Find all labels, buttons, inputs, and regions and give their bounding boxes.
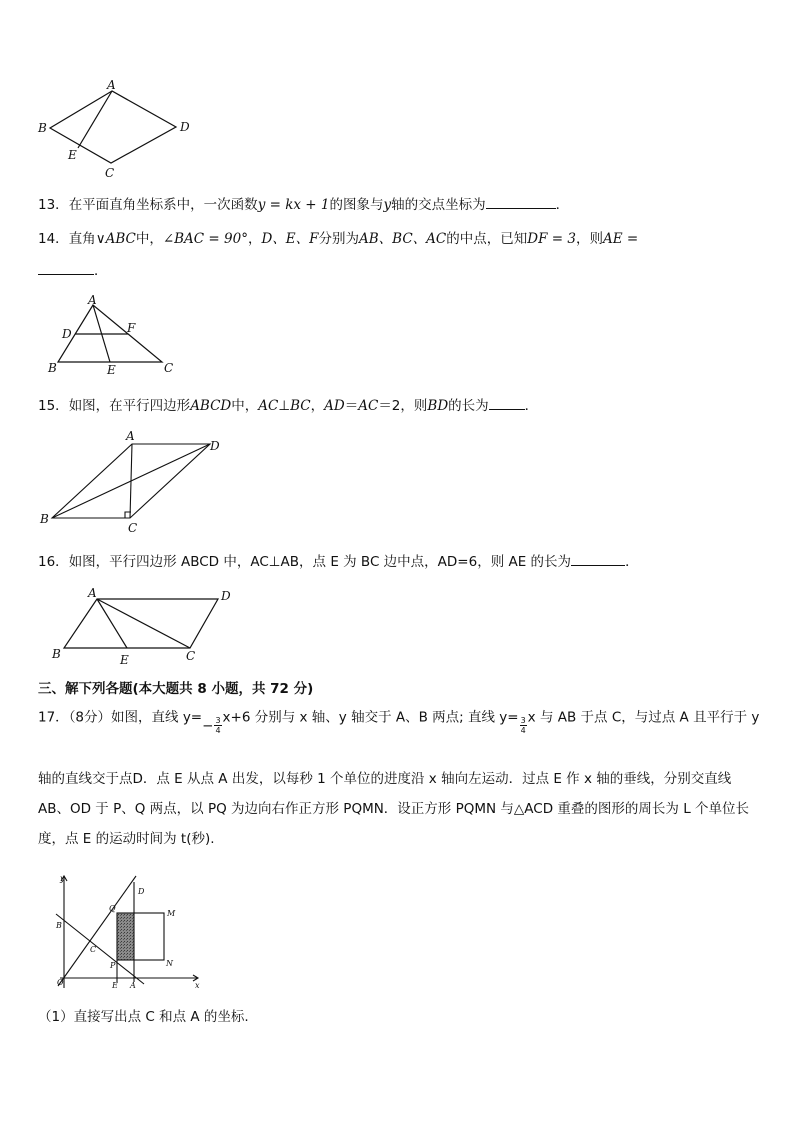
point-label-a: A xyxy=(107,78,116,92)
parallelogram-abcd xyxy=(64,599,218,648)
fraction-numerator: 3 xyxy=(520,716,526,725)
point-label-p: P xyxy=(110,961,116,970)
question-13 xyxy=(38,194,569,214)
question-text: 直角 xyxy=(68,231,96,247)
math-term: AE = xyxy=(602,231,639,247)
question-text: x+6 分别与 x 轴、y 轴交于 A、B 两点; 直线 y= xyxy=(222,709,519,726)
answer-blank xyxy=(38,260,94,275)
math-term: AC xyxy=(258,398,279,414)
point-label-e: E xyxy=(120,653,129,667)
point-label-n: N xyxy=(166,959,173,968)
question-text: 如图，平行四边形 ABCD 中，AC⊥AB，点 E 为 BC 边中点，AD=6，则 AE 的长为 xyxy=(68,554,572,570)
segment-ae xyxy=(78,91,112,148)
figure-rhombus xyxy=(30,75,200,183)
question-number: 17． xyxy=(38,709,69,726)
point-label-b: B xyxy=(52,647,61,661)
period: ． xyxy=(524,398,539,414)
point-label-c: C xyxy=(105,166,115,180)
question-number: 15． xyxy=(38,398,69,414)
question-text: ，则 xyxy=(575,231,603,247)
period: ． xyxy=(94,263,108,279)
math-term: BD xyxy=(427,398,449,414)
point-label-d: D xyxy=(221,589,231,603)
question-text: 轴的交点坐标为 xyxy=(391,197,486,213)
axis-label-x: x xyxy=(195,981,200,990)
question-text: 的中点，已知 xyxy=(446,231,528,247)
axis-label-y: y xyxy=(60,874,65,883)
question-text: 的长为 xyxy=(448,398,489,414)
point-label-o: O xyxy=(57,978,64,987)
question-16 xyxy=(38,551,639,571)
figure-triangle-midpoints xyxy=(40,294,190,376)
question-number: 14． xyxy=(38,231,69,247)
answer-blank xyxy=(489,395,525,410)
question-17-line1 xyxy=(38,708,760,735)
formula: y = kx + 1 xyxy=(257,197,330,213)
point-label-b: B xyxy=(56,921,62,930)
question-text: 中， xyxy=(135,231,163,247)
fraction-denominator: 4 xyxy=(215,726,221,735)
point-label-f: F xyxy=(127,321,136,335)
math-term: BC xyxy=(290,398,311,414)
point-label-c: C xyxy=(164,361,174,375)
question-17-sub1: （1）直接写出点 C 和点 A 的坐标. xyxy=(38,1009,249,1025)
math-symbol: ＝ xyxy=(344,398,359,414)
point-label-a: A xyxy=(88,294,97,307)
question-number: 16． xyxy=(38,554,69,570)
point-label-c: C xyxy=(90,945,97,954)
point-label-d: D xyxy=(138,887,145,896)
question-text: 中， xyxy=(231,398,259,414)
question-17-line2: 轴的直线交于点D．点 E 从点 A 出发，以每秒 1 个单位的进度沿 x 轴向左运动．过点 E 作 x 轴的垂线，分别交直线 xyxy=(38,771,732,787)
question-text: 如图，在平行四边形 xyxy=(68,398,191,414)
math-term: ∨ABC xyxy=(95,231,136,247)
math-term: ∠BAC = 90° xyxy=(162,231,248,247)
section-heading: 三、解下列各题(本大题共 8 小题，共 72 分) xyxy=(38,681,314,697)
math-term: ABCD xyxy=(190,398,232,414)
point-label-c: C xyxy=(186,649,196,663)
question-text: 的图象与 xyxy=(329,197,384,213)
question-17-line4: 度，点 E 的运动时间为 t(秒). xyxy=(38,831,215,847)
minus-sign: − xyxy=(202,717,214,734)
fraction xyxy=(214,716,221,735)
question-text: （8分）如图，直线 y= xyxy=(68,709,203,726)
question-text: 分别为 xyxy=(318,231,360,247)
question-15 xyxy=(38,395,538,415)
question-14-line2 xyxy=(38,260,108,280)
fraction-numerator: 3 xyxy=(215,716,221,725)
fraction xyxy=(520,716,527,735)
math-term: AB、BC、AC xyxy=(359,231,447,247)
math-term: AC xyxy=(358,398,379,414)
axis-name: y xyxy=(383,197,392,213)
math-term: DF = 3 xyxy=(527,231,576,247)
point-label-a: A xyxy=(88,586,97,600)
question-text: ， xyxy=(247,231,262,247)
point-label-d: D xyxy=(62,327,72,341)
period: ． xyxy=(555,197,570,213)
math-symbol: ⊥ xyxy=(278,398,291,414)
question-text: ＝2，则 xyxy=(378,398,428,414)
question-14 xyxy=(38,230,638,248)
answer-blank xyxy=(486,194,556,209)
math-term: AD xyxy=(324,398,345,414)
point-label-e: E xyxy=(107,363,116,376)
question-text: ， xyxy=(310,398,325,414)
point-label-d: D xyxy=(210,439,220,453)
point-label-b: B xyxy=(48,361,57,375)
figure-parallelogram-16 xyxy=(40,584,245,668)
question-text: x 与 AB 于点 C，与过点 A 且平行于 y xyxy=(527,709,760,726)
point-label-q: Q xyxy=(109,904,116,913)
point-label-d: D xyxy=(180,120,190,134)
fraction-denominator: 4 xyxy=(520,726,526,735)
point-label-e: E xyxy=(112,981,118,990)
point-label-m: M xyxy=(167,909,176,918)
point-label-b: B xyxy=(40,512,49,526)
figure-coordinate-17 xyxy=(52,872,202,992)
point-label-c: C xyxy=(128,521,138,535)
answer-blank xyxy=(571,551,625,566)
segment-ac xyxy=(97,599,190,648)
period: ． xyxy=(625,554,639,570)
question-number: 13． xyxy=(38,197,69,213)
point-label-e: E xyxy=(68,148,77,162)
overlap-shaded-region xyxy=(118,914,134,960)
segment-bd xyxy=(52,444,210,518)
question-17-line3: AB、OD 于 P、Q 两点，以 PQ 为边向右作正方形 PQMN．设正方形 PQMN 与△ACD 重叠的图形的周长为 L 个单位长 xyxy=(38,801,750,817)
math-term: D、E、F xyxy=(261,231,319,247)
figure-parallelogram-15 xyxy=(36,428,236,536)
point-label-a: A xyxy=(130,981,136,990)
point-label-b: B xyxy=(38,121,47,135)
question-text: 在平面直角坐标系中，一次函数 xyxy=(68,197,258,213)
point-label-a: A xyxy=(126,429,135,443)
